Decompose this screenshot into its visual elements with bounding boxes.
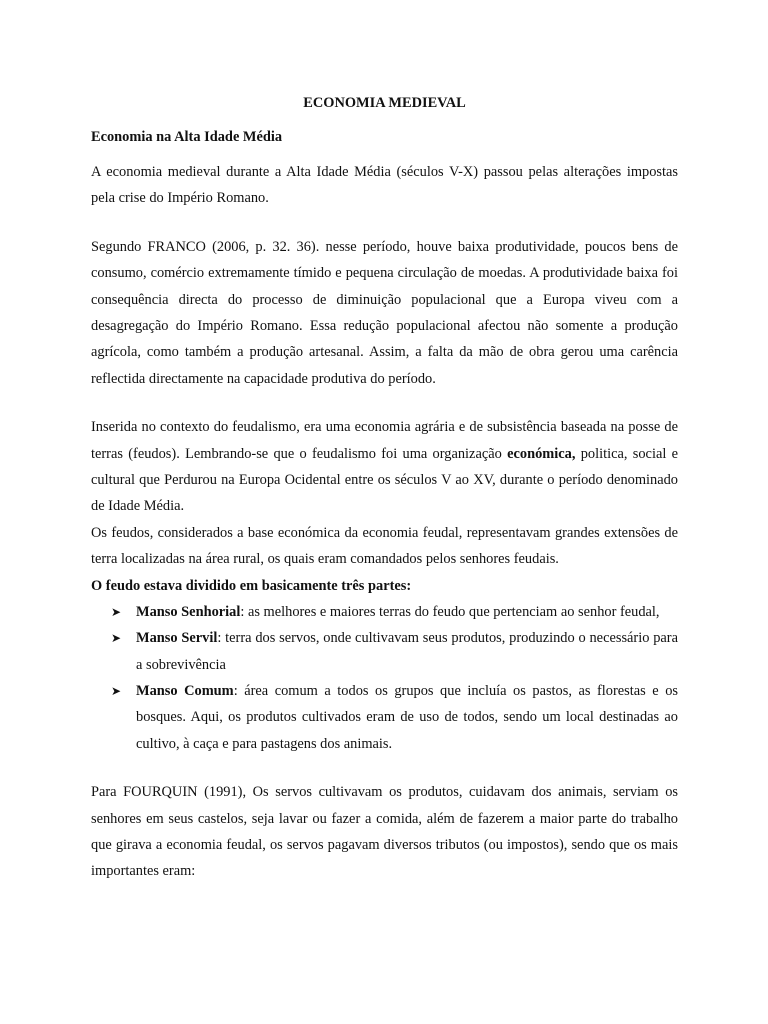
list-item-term: Manso Comum [136,682,234,699]
list-item-text: : as melhores e maiores terras do feudo que pertenciam ao senhor feudal, [240,603,660,620]
section-heading: Economia na Alta Idade Média [91,129,283,145]
feudo-parts-list [91,599,678,757]
paragraph-feudos: Os feudos, considerados a base económica da economia feudal, representavam grandes extensões de terra localizadas na área rural, os quais eram comandados pelos senhores feudais. [91,524,678,568]
list-item-text: : terra dos servos, onde cultivavam seus produtos, produzindo o necessário para a sobrevivência [136,630,678,673]
list-item-text: : área comum a todos os grupos que incluía os pastos, as florestas e os bosques. Aqui, os produtos cultivados eram de uso de todos, sendo um local destinadas ao cultivo, à caça e para pastagens dos animais. [136,682,678,752]
list-item-term: Manso Senhorial [136,603,241,620]
list-item [91,599,678,625]
list-item [91,625,678,678]
arrow-bullet-icon: ➤ [111,631,122,646]
list-intro: O feudo estava dividido em basicamente três partes: [91,577,412,594]
paragraph-fourquin: Para FOURQUIN (1991), Os servos cultivavam os produtos, cuidavam dos animais, serviam os senhores em seus castelos, seja lavar ou fazer a comida, além de fazerem a maior parte do trabalho que girava a economia feudal, os servos pagavam diversos tributos (ou impostos), sendo que os mais importantes eram: [91,784,678,880]
paragraph-feudalism [91,414,678,520]
list-item-term: Manso Servil [136,630,218,647]
arrow-bullet-icon: ➤ [111,604,122,619]
paragraph-intro: A economia medieval durante a Alta Idade Média (séculos V-X) passou pelas alterações impostas pela crise do Império Romano. [91,164,678,207]
paragraph-franco: Segundo FRANCO (2006, p. 32. 36). nesse período, houve baixa produtividade, poucos bens de consumo, comércio extremamente tímido e pequena circulação de moedas. A produtividade baixa foi consequência directa do processo de diminuição populacional que a Europa viveu com a desagregação do Império Romano. Essa redução populacional afectou não somente a produção agrícola, como também a produção artesanal. Assim, a falta da mão de obra gerou uma carência reflectida directamente na capacidade produtiva do período. [91,238,678,387]
paragraph-feudalism-end: politica, social e cultural que Perdurou na Europa Ocidental entre os séculos V ao XV, durante o período denominado de Idade Média. [91,445,678,515]
document-body [91,93,678,885]
document-title: ECONOMIA MEDIEVAL [303,95,466,111]
paragraph-feudalism-start: Inserida no contexto do feudalismo, era uma economia agrária e de subsistência baseada na posse de terras (feudos). Lembrando-se que o feudalismo foi uma organização [91,419,678,462]
paragraph-feudalism-bold: económica, [507,445,576,462]
list-item [91,678,678,757]
arrow-bullet-icon: ➤ [111,683,122,698]
